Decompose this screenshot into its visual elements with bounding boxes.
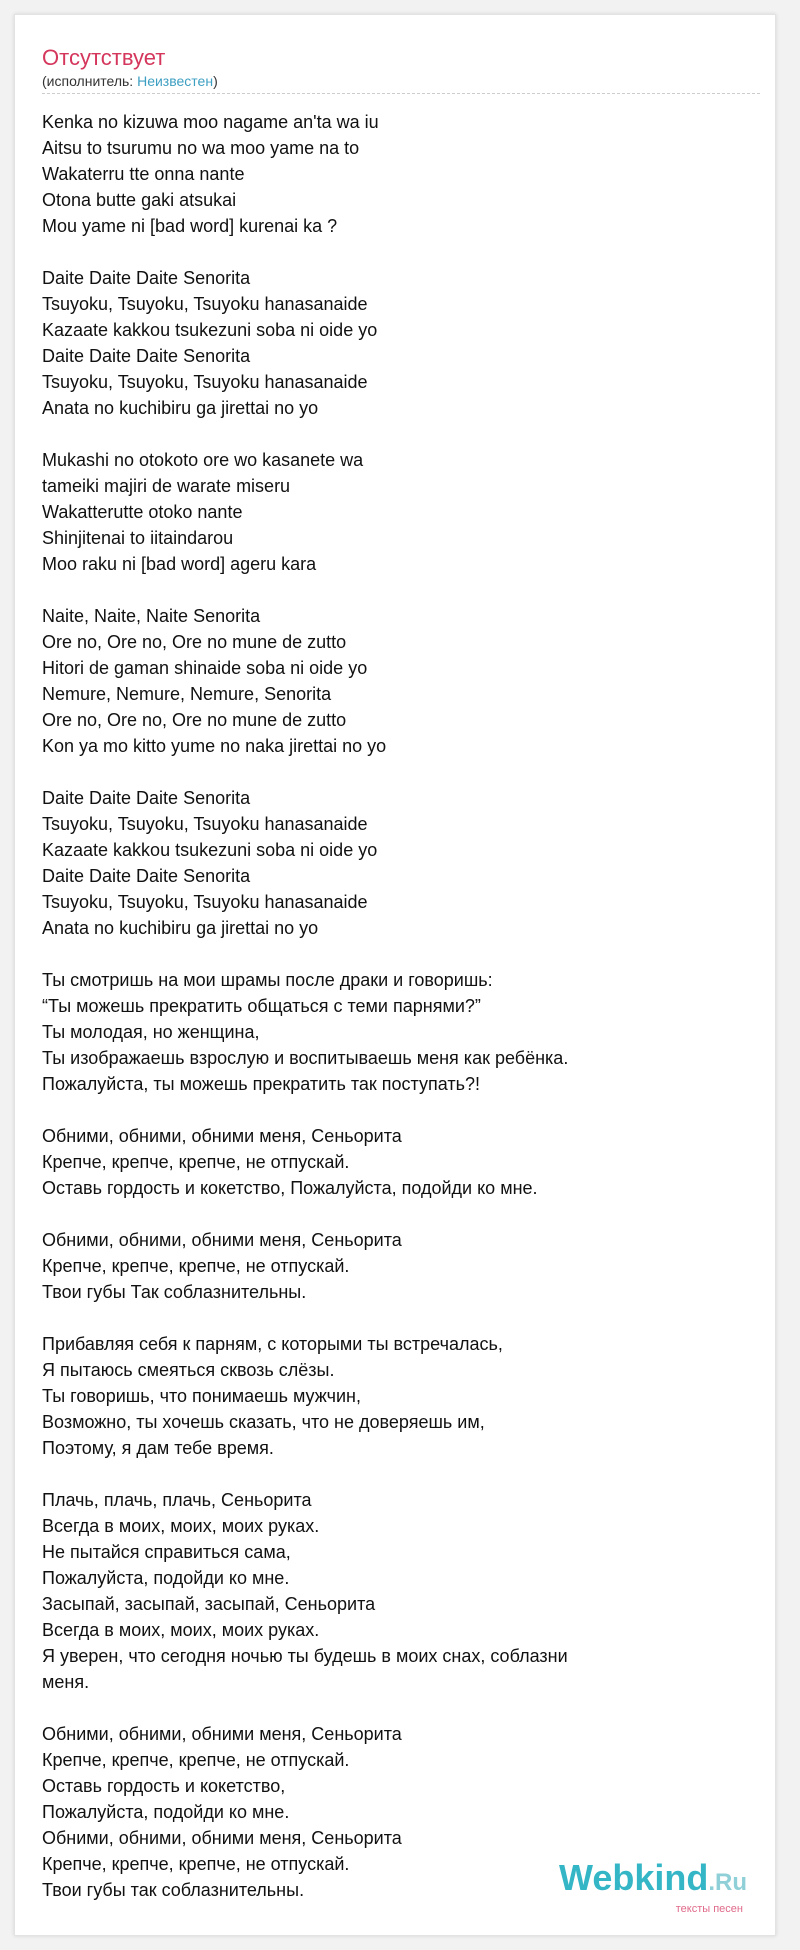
lyrics-line: Otona butte gaki atsukai bbox=[42, 190, 237, 210]
lyrics-line: Wakaterru tte onna nante bbox=[42, 164, 245, 184]
lyrics-stanza bbox=[42, 1331, 762, 1461]
lyrics-line: Я пытаюсь смеяться сквозь слёзы. bbox=[42, 1360, 335, 1380]
artist-byline bbox=[42, 73, 218, 89]
lyrics-stanza bbox=[42, 1227, 762, 1305]
lyrics-line: Daite Daite Daite Senorita bbox=[42, 268, 251, 288]
lyrics-stanza bbox=[42, 603, 762, 759]
lyrics-line: Прибавляя себя к парням, с которыми ты встречалась, bbox=[42, 1334, 503, 1354]
lyrics-stanza bbox=[42, 967, 762, 1097]
logo-tagline: тексты песен bbox=[675, 1903, 743, 1915]
lyrics-line: Крепче, крепче, крепче, не отпускай. bbox=[42, 1152, 350, 1172]
lyrics-line: Пожалуйста, ты можешь прекратить так поступать?! bbox=[42, 1074, 480, 1094]
lyrics-line: Kon ya mo kitto yume no naka jirettai no yo bbox=[42, 736, 387, 756]
lyrics-line: Aitsu to tsurumu no wa moo yame na to bbox=[42, 138, 360, 158]
lyrics-line: Твои губы Так соблазнительны. bbox=[42, 1282, 307, 1302]
lyrics-line: Tsuyoku, Tsuyoku, Tsuyoku hanasanaide bbox=[42, 372, 368, 392]
lyrics-line: Naite, Naite, Naite Senorita bbox=[42, 606, 261, 626]
lyrics-line: Tsuyoku, Tsuyoku, Tsuyoku hanasanaide bbox=[42, 814, 368, 834]
artist-link[interactable]: Неизвестен bbox=[137, 73, 214, 89]
lyrics-stanza bbox=[42, 785, 762, 941]
lyrics-line: Крепче, крепче, крепче, не отпускай. bbox=[42, 1750, 350, 1770]
header-divider bbox=[42, 93, 760, 94]
byline-prefix: (исполнитель: bbox=[42, 73, 138, 89]
lyrics-line: Tsuyoku, Tsuyoku, Tsuyoku hanasanaide bbox=[42, 294, 368, 314]
lyrics-line: Обними, обними, обними меня, Сеньорита bbox=[42, 1126, 402, 1146]
lyrics-line: Оставь гордость и кокетство, bbox=[42, 1776, 286, 1796]
lyrics-line: Пожалуйста, подойди ко мне. bbox=[42, 1568, 290, 1588]
lyrics-line: Kenka no kizuwa moo nagame an'ta wa iu bbox=[42, 112, 379, 132]
lyrics-stanza bbox=[42, 265, 762, 421]
lyrics-card bbox=[14, 14, 776, 1936]
lyrics-line: Tsuyoku, Tsuyoku, Tsuyoku hanasanaide bbox=[42, 892, 368, 912]
site-logo[interactable] bbox=[558, 1857, 747, 1915]
lyrics-line: Ore no, Ore no, Ore no mune de zutto bbox=[42, 632, 347, 652]
lyrics-stanza bbox=[42, 1487, 762, 1695]
lyrics-line: Daite Daite Daite Senorita bbox=[42, 788, 251, 808]
logo-tld: .Ru bbox=[708, 1869, 747, 1896]
lyrics-line: Mukashi no otokoto ore wo kasanete wa bbox=[42, 450, 364, 470]
lyrics-line: Обними, обними, обними меня, Сеньорита bbox=[42, 1828, 402, 1848]
lyrics-line: Ты изображаешь взрослую и воспитываешь меня как ребёнка. bbox=[42, 1048, 569, 1068]
byline-suffix: ) bbox=[213, 73, 218, 89]
lyrics-stanza bbox=[42, 1123, 762, 1201]
lyrics-line: Оставь гордость и кокетство, Пожалуйста, подойди ко мне. bbox=[42, 1178, 538, 1198]
lyrics-line: Не пытайся справиться сама, bbox=[42, 1542, 291, 1562]
lyrics-line: Поэтому, я дам тебе время. bbox=[42, 1438, 274, 1458]
lyrics-line: Обними, обними, обними меня, Сеньорита bbox=[42, 1230, 402, 1250]
lyrics-line: Daite Daite Daite Senorita bbox=[42, 346, 251, 366]
lyrics-line: Обними, обними, обними меня, Сеньорита bbox=[42, 1724, 402, 1744]
lyrics-line: Kazaate kakkou tsukezuni soba ni oide yo bbox=[42, 320, 378, 340]
lyrics-line: Hitori de gaman shinaide soba ni oide yo bbox=[42, 658, 368, 678]
lyrics-line: Ты говоришь, что понимаешь мужчин, bbox=[42, 1386, 361, 1406]
lyrics-line: Я уверен, что сегодня ночью ты будешь в моих снах, соблазни bbox=[42, 1646, 568, 1666]
lyrics-line: Крепче, крепче, крепче, не отпускай. bbox=[42, 1256, 350, 1276]
lyrics-line: Mou yame ni [bad word] kurenai ka ? bbox=[42, 216, 338, 236]
song-title: Отсутствует bbox=[42, 45, 166, 70]
lyrics-line: Shinjitenai to iitaindarou bbox=[42, 528, 234, 548]
lyrics-line: Возможно, ты хочешь сказать, что не доверяешь им, bbox=[42, 1412, 485, 1432]
lyrics-line: Ты смотришь на мои шрамы после драки и говоришь: bbox=[42, 970, 493, 990]
lyrics-stanza bbox=[42, 109, 762, 239]
lyrics-line: Ore no, Ore no, Ore no mune de zutto bbox=[42, 710, 347, 730]
lyrics-line: Крепче, крепче, крепче, не отпускай. bbox=[42, 1854, 350, 1874]
lyrics-line: Твои губы так соблазнительны. bbox=[42, 1880, 305, 1900]
lyrics-line: Засыпай, засыпай, засыпай, Сеньорита bbox=[42, 1594, 376, 1614]
lyrics-line: Nemure, Nemure, Nemure, Senorita bbox=[42, 684, 332, 704]
lyrics-line: Всегда в моих, моих, моих руках. bbox=[42, 1620, 320, 1640]
lyrics-stanza bbox=[42, 447, 762, 577]
lyrics-line: Пожалуйста, подойди ко мне. bbox=[42, 1802, 290, 1822]
lyrics-line: “Ты можешь прекратить общаться с теми парнями?” bbox=[42, 996, 481, 1016]
lyrics-line: меня. bbox=[42, 1672, 90, 1692]
lyrics-body bbox=[42, 109, 762, 1929]
logo-name: Webkind bbox=[558, 1857, 709, 1898]
lyrics-line: Daite Daite Daite Senorita bbox=[42, 866, 251, 886]
lyrics-line: Плачь, плачь, плачь, Сеньорита bbox=[42, 1490, 312, 1510]
lyrics-line: tameiki majiri de warate miseru bbox=[42, 476, 291, 496]
lyrics-line: Всегда в моих, моих, моих руках. bbox=[42, 1516, 320, 1536]
lyrics-line: Ты молодая, но женщина, bbox=[42, 1022, 260, 1042]
lyrics-line: Moo raku ni [bad word] ageru kara bbox=[42, 554, 317, 574]
lyrics-line: Anata no kuchibiru ga jirettai no yo bbox=[42, 398, 319, 418]
lyrics-line: Wakatterutte otoko nante bbox=[42, 502, 243, 522]
lyrics-line: Kazaate kakkou tsukezuni soba ni oide yo bbox=[42, 840, 378, 860]
lyrics-line: Anata no kuchibiru ga jirettai no yo bbox=[42, 918, 319, 938]
logo-wordmark bbox=[558, 1857, 747, 1901]
